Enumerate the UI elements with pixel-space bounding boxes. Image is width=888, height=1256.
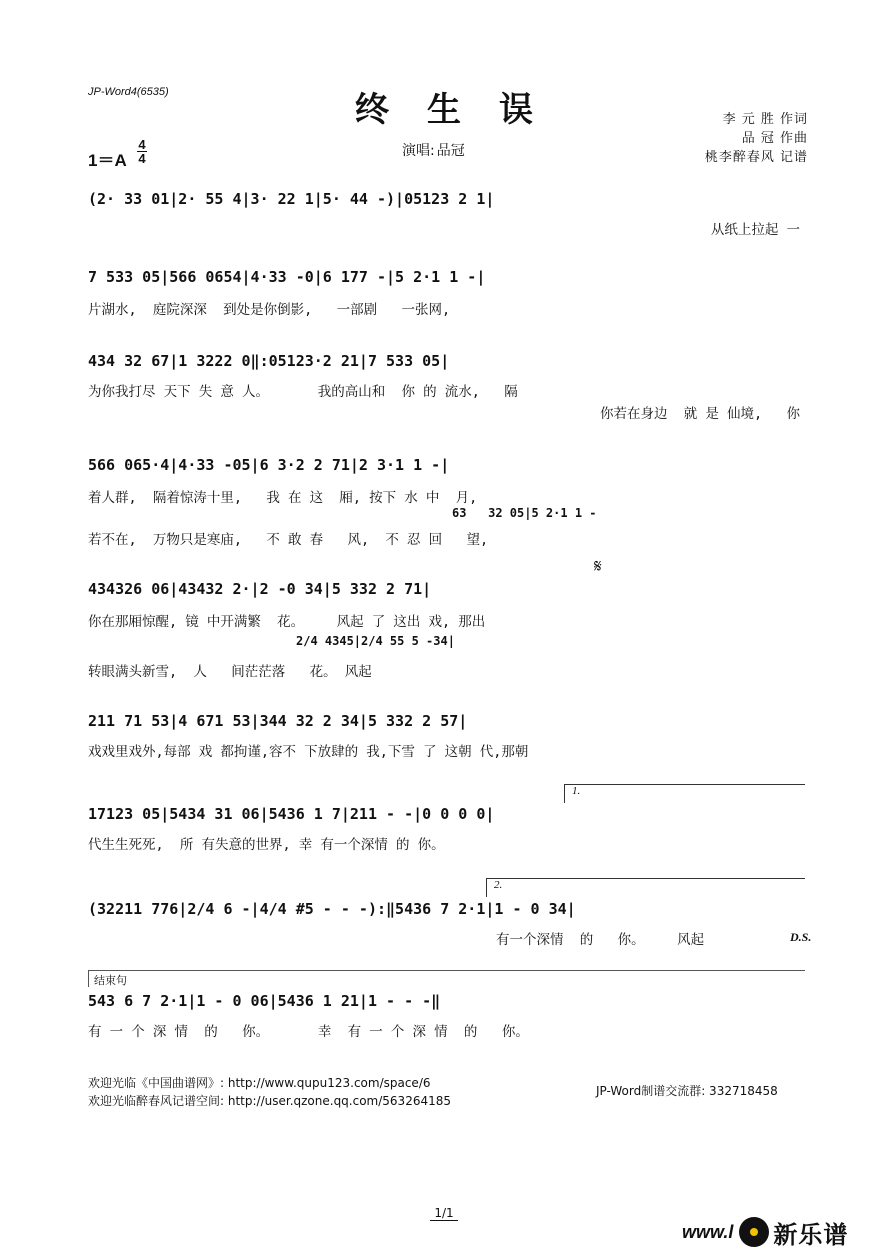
singer-label: 演唱: <box>402 143 435 159</box>
lyric-line-5b: 转眼满头新雪, 人 间茫茫落 花。 风起 <box>88 664 372 680</box>
segno-sign: 𝄋 <box>594 556 602 577</box>
watermark-url: www.l <box>682 1221 734 1242</box>
score-line-3: 434 32 67|1 3222 0‖:05123·2 21|7 533 05| <box>88 352 450 370</box>
software-label: JP-Word4(6535) <box>88 86 169 98</box>
singer-name: 品冠 <box>436 143 465 159</box>
lyric-line-2: 片湖水, 庭院深深 到处是你倒影, 一部剧 一张网, <box>88 302 451 318</box>
watermark-logo <box>682 1212 848 1252</box>
page-number: 1/1 <box>0 1206 888 1220</box>
lyric-line-5a: 你在那厢惊醒, 镜 中开满繁 花。 风起 了 这出 戏, 那出 <box>88 614 486 630</box>
lyric-line-1: 从纸上拉起 一 <box>710 222 800 238</box>
credits-block <box>702 110 808 167</box>
watermark-name: 新乐谱 <box>773 1220 849 1249</box>
footer-line-2: 欢迎光临醉春风记谱空间: http://user.qzone.qq.com/563264185 <box>88 1094 452 1108</box>
score-line-7: 17123 05|5434 31 06|5436 1 7|211 - -|0 0 0 0| <box>88 805 495 823</box>
score-line-5-alt: 2/4 4345|2/4 55 5 -34| <box>296 634 455 648</box>
footer-links <box>88 1074 451 1110</box>
score-line-5: 434326 06|43432 2·|2 -0 34|5 332 2 71| <box>88 580 432 598</box>
dal-segno: D.S. <box>790 930 812 944</box>
score-line-8: (32211 776|2/4 6 -|4/4 #5 - - -):‖5436 7 2·1|1 - 0 34| <box>88 900 576 918</box>
time-top: 4 <box>138 137 146 152</box>
score-line-6: 211 71 53|4 671 53|344 32 2 34|5 332 2 57| <box>88 712 468 730</box>
credit-transcriber: 桃李醉春风 记谱 <box>704 150 808 165</box>
score-line-2: 7 533 05|566 0654|4·33 -0|6 177 -|5 2·1 1 -| <box>88 268 486 286</box>
vinyl-disc-icon <box>739 1217 769 1247</box>
ending-bracket <box>88 970 805 987</box>
credit-lyricist: 李 元 胜 作词 <box>722 112 808 127</box>
footer-line-1: 欢迎光临《中国曲谱网》: http://www.qupu123.com/space/6 <box>88 1076 431 1090</box>
lyric-line-3a: 为你我打尽 天下 失 意 人。 我的高山和 你 的 流水, 隔 <box>88 384 518 400</box>
volta-label-1: 1. <box>572 785 581 797</box>
lyric-line-6: 戏戏里戏外,每部 戏 都拘谨,容不 下放肆的 我,下雪 了 这朝 代,那朝 <box>88 744 529 760</box>
qq-group: JP-Word制谱交流群: 332718458 <box>596 1084 778 1098</box>
volta-bracket-2 <box>486 878 805 897</box>
score-line-9: 543 6 7 2·1|1 - 0 06|5436 1 21|1 - - -‖ <box>88 992 441 1010</box>
volta-bracket-1 <box>564 784 805 803</box>
score-line-4-alt: 63 32 05|5 2·1 1 - <box>452 506 597 520</box>
credit-composer: 品 冠 作曲 <box>741 131 808 146</box>
ending-label: 结束句 <box>94 974 127 987</box>
key-signature: 1＝A <box>88 151 127 170</box>
lyric-line-8: 有一个深情 的 你。 风起 <box>496 932 705 948</box>
time-bottom: 4 <box>138 151 146 166</box>
lyric-line-9: 有 一 个 深 情 的 你。 幸 有 一 个 深 情 的 你。 <box>88 1024 529 1040</box>
lyric-line-4a: 着人群, 隔着惊涛十里, 我 在 这 厢, 按下 水 中 月, <box>88 490 478 506</box>
time-signature <box>137 138 147 165</box>
lyric-line-3b: 你若在身边 就 是 仙境, 你 <box>599 406 800 422</box>
song-title: 终生误 <box>355 90 571 130</box>
score-line-4: 566 065·4|4·33 -05|6 3·2 2 71|2 3·1 1 -| <box>88 456 450 474</box>
singer-line <box>402 140 465 160</box>
lyric-line-7: 代生生死死, 所 有失意的世界, 幸 有一个深情 的 你。 <box>88 837 445 853</box>
lyric-line-4b: 若不在, 万物只是寒庙, 不 敢 春 风, 不 忍 回 望, <box>88 532 489 548</box>
score-line-1: (2· 33 01|2· 55 4|3· 22 1|5· 44 -)|05123 2 1| <box>88 190 495 208</box>
volta-label-2: 2. <box>494 879 503 891</box>
